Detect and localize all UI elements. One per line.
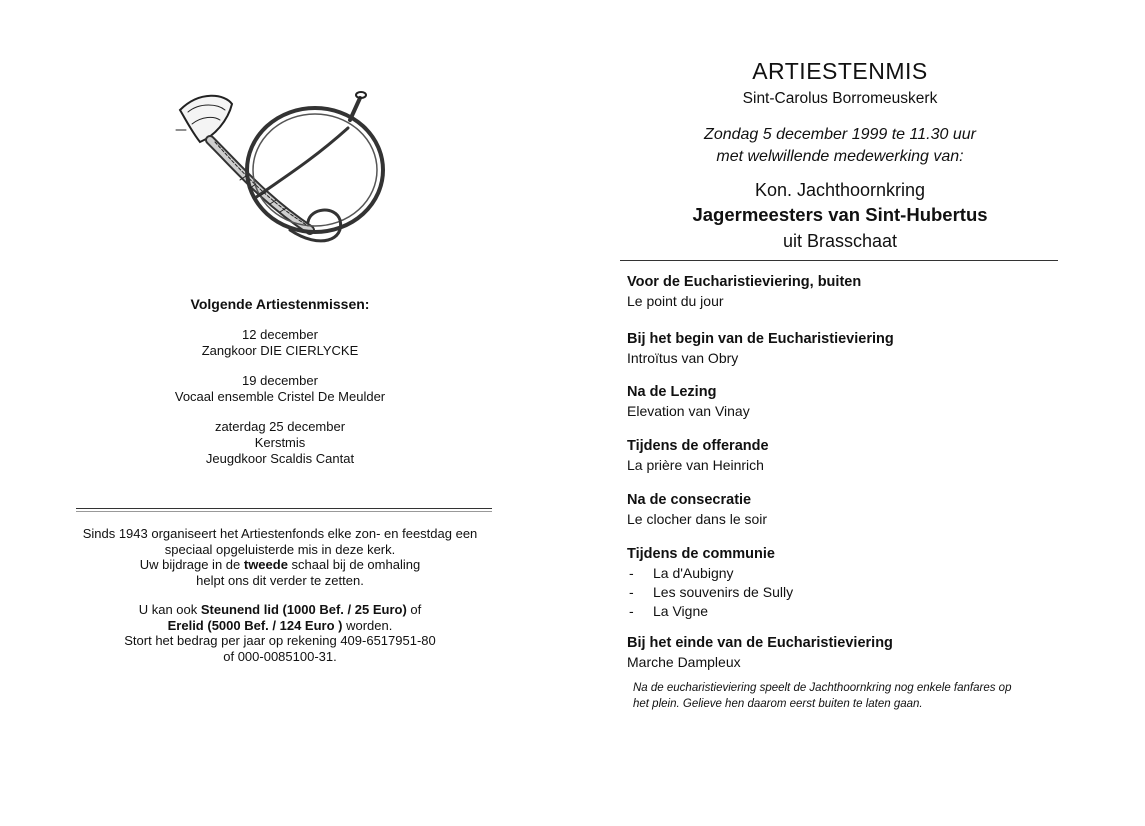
choir-location: uit Brasschaat xyxy=(782,231,898,251)
info-line: Sinds 1943 organiseert het Artiestenfonds elke zon- en feestdag een xyxy=(82,526,478,541)
left-divider xyxy=(76,508,492,512)
section-heading: Tijdens de offerande xyxy=(627,438,769,454)
right-divider xyxy=(620,260,1058,261)
section-piece: Le clocher dans le soir xyxy=(627,511,768,527)
section-heading: Tijdens de communie xyxy=(627,546,775,562)
footnote xyxy=(633,680,1063,712)
next-masses-title: Volgende Artiestenmissen: xyxy=(190,296,370,312)
upcoming-mass xyxy=(60,327,500,359)
cooperation-line: met welwillende medewerking van: xyxy=(716,148,964,165)
section-piece: Marche Dampleux xyxy=(627,654,741,670)
section-heading: Bij het begin van de Eucharistieviering xyxy=(627,331,894,347)
section-heading: Voor de Eucharistieviering, buiten xyxy=(627,274,862,290)
section-heading: Na de consecratie xyxy=(627,492,752,508)
info-text: U kan ook xyxy=(138,602,201,617)
info-line xyxy=(60,602,500,618)
info-line xyxy=(60,557,500,573)
program-section xyxy=(627,491,1067,528)
program-section xyxy=(627,437,1067,474)
info-line: of 000-0085100-31. xyxy=(223,648,337,664)
hunting-horn-icon xyxy=(170,80,410,250)
info-text: Uw bijdrage in de xyxy=(139,557,244,572)
info-text: of xyxy=(406,602,422,617)
fund-info xyxy=(60,526,500,664)
program-title: ARTIESTENMIS xyxy=(752,58,928,84)
communion-list xyxy=(627,564,1067,621)
upcoming-mass xyxy=(60,419,500,467)
choir-line: Kon. Jachthoornkring xyxy=(754,180,926,200)
section-heading: Bij het einde van de Eucharistieviering xyxy=(627,635,893,651)
date-block xyxy=(600,124,1080,168)
section-heading: Na de Lezing xyxy=(627,384,717,400)
program-section xyxy=(627,273,1067,310)
info-line xyxy=(60,618,500,634)
section-piece: Elevation van Vinay xyxy=(627,403,750,419)
upcoming-date: zaterdag 25 december xyxy=(214,419,346,434)
info-emphasis: Erelid (5000 Bef. / 124 Euro ) xyxy=(167,617,343,633)
list-item: - La d'Aubigny xyxy=(627,564,1067,583)
info-text: schaal bij de omhaling xyxy=(287,557,421,572)
right-panel xyxy=(600,0,1080,826)
upcoming-date: 19 december xyxy=(242,373,318,388)
program-section xyxy=(627,330,1067,367)
info-line: speciaal opgeluisterde mis in deze kerk. xyxy=(164,541,396,557)
info-line: helpt ons dit verder te zetten. xyxy=(196,572,364,588)
upcoming-performer: Zangkoor DIE CIERLYCKE xyxy=(201,343,359,358)
program-section xyxy=(627,383,1067,420)
date-line: Zondag 5 december 1999 te 11.30 uur xyxy=(704,126,976,143)
section-piece: Le point du jour xyxy=(627,293,724,309)
upcoming-performer: Vocaal ensemble Cristel De Meulder xyxy=(174,389,386,404)
info-emphasis: tweede xyxy=(243,557,288,572)
section-piece: Introïtus van Obry xyxy=(627,350,739,366)
church-name: Sint-Carolus Borromeuskerk xyxy=(742,90,938,107)
left-panel xyxy=(60,0,500,826)
list-item: - Les souvenirs de Sully xyxy=(627,583,1067,602)
upcoming-date: 12 december xyxy=(242,327,318,342)
info-emphasis: Steunend lid (1000 Bef. / 25 Euro) xyxy=(200,602,407,617)
footnote-line: het plein. Gelieve hen daarom eerst buiten te laten gaan. xyxy=(633,698,923,710)
upcoming-mass xyxy=(60,373,500,405)
program-section xyxy=(627,634,1067,671)
program-section xyxy=(627,545,1067,621)
upcoming-performer: Jeugdkoor Scaldis Cantat xyxy=(205,451,355,466)
footnote-line: Na de eucharistieviering speelt de Jachthoornkring nog enkele fanfares op xyxy=(633,682,1012,694)
info-text: worden. xyxy=(342,617,393,633)
upcoming-occasion: Kerstmis xyxy=(254,435,306,450)
choir-name: Jagermeesters van Sint-Hubertus xyxy=(692,204,988,225)
section-piece: La prière van Heinrich xyxy=(627,457,764,473)
info-line: Stort het bedrag per jaar op rekening 409-6517951-80 xyxy=(124,633,436,648)
list-item: - La Vigne xyxy=(627,602,1067,621)
